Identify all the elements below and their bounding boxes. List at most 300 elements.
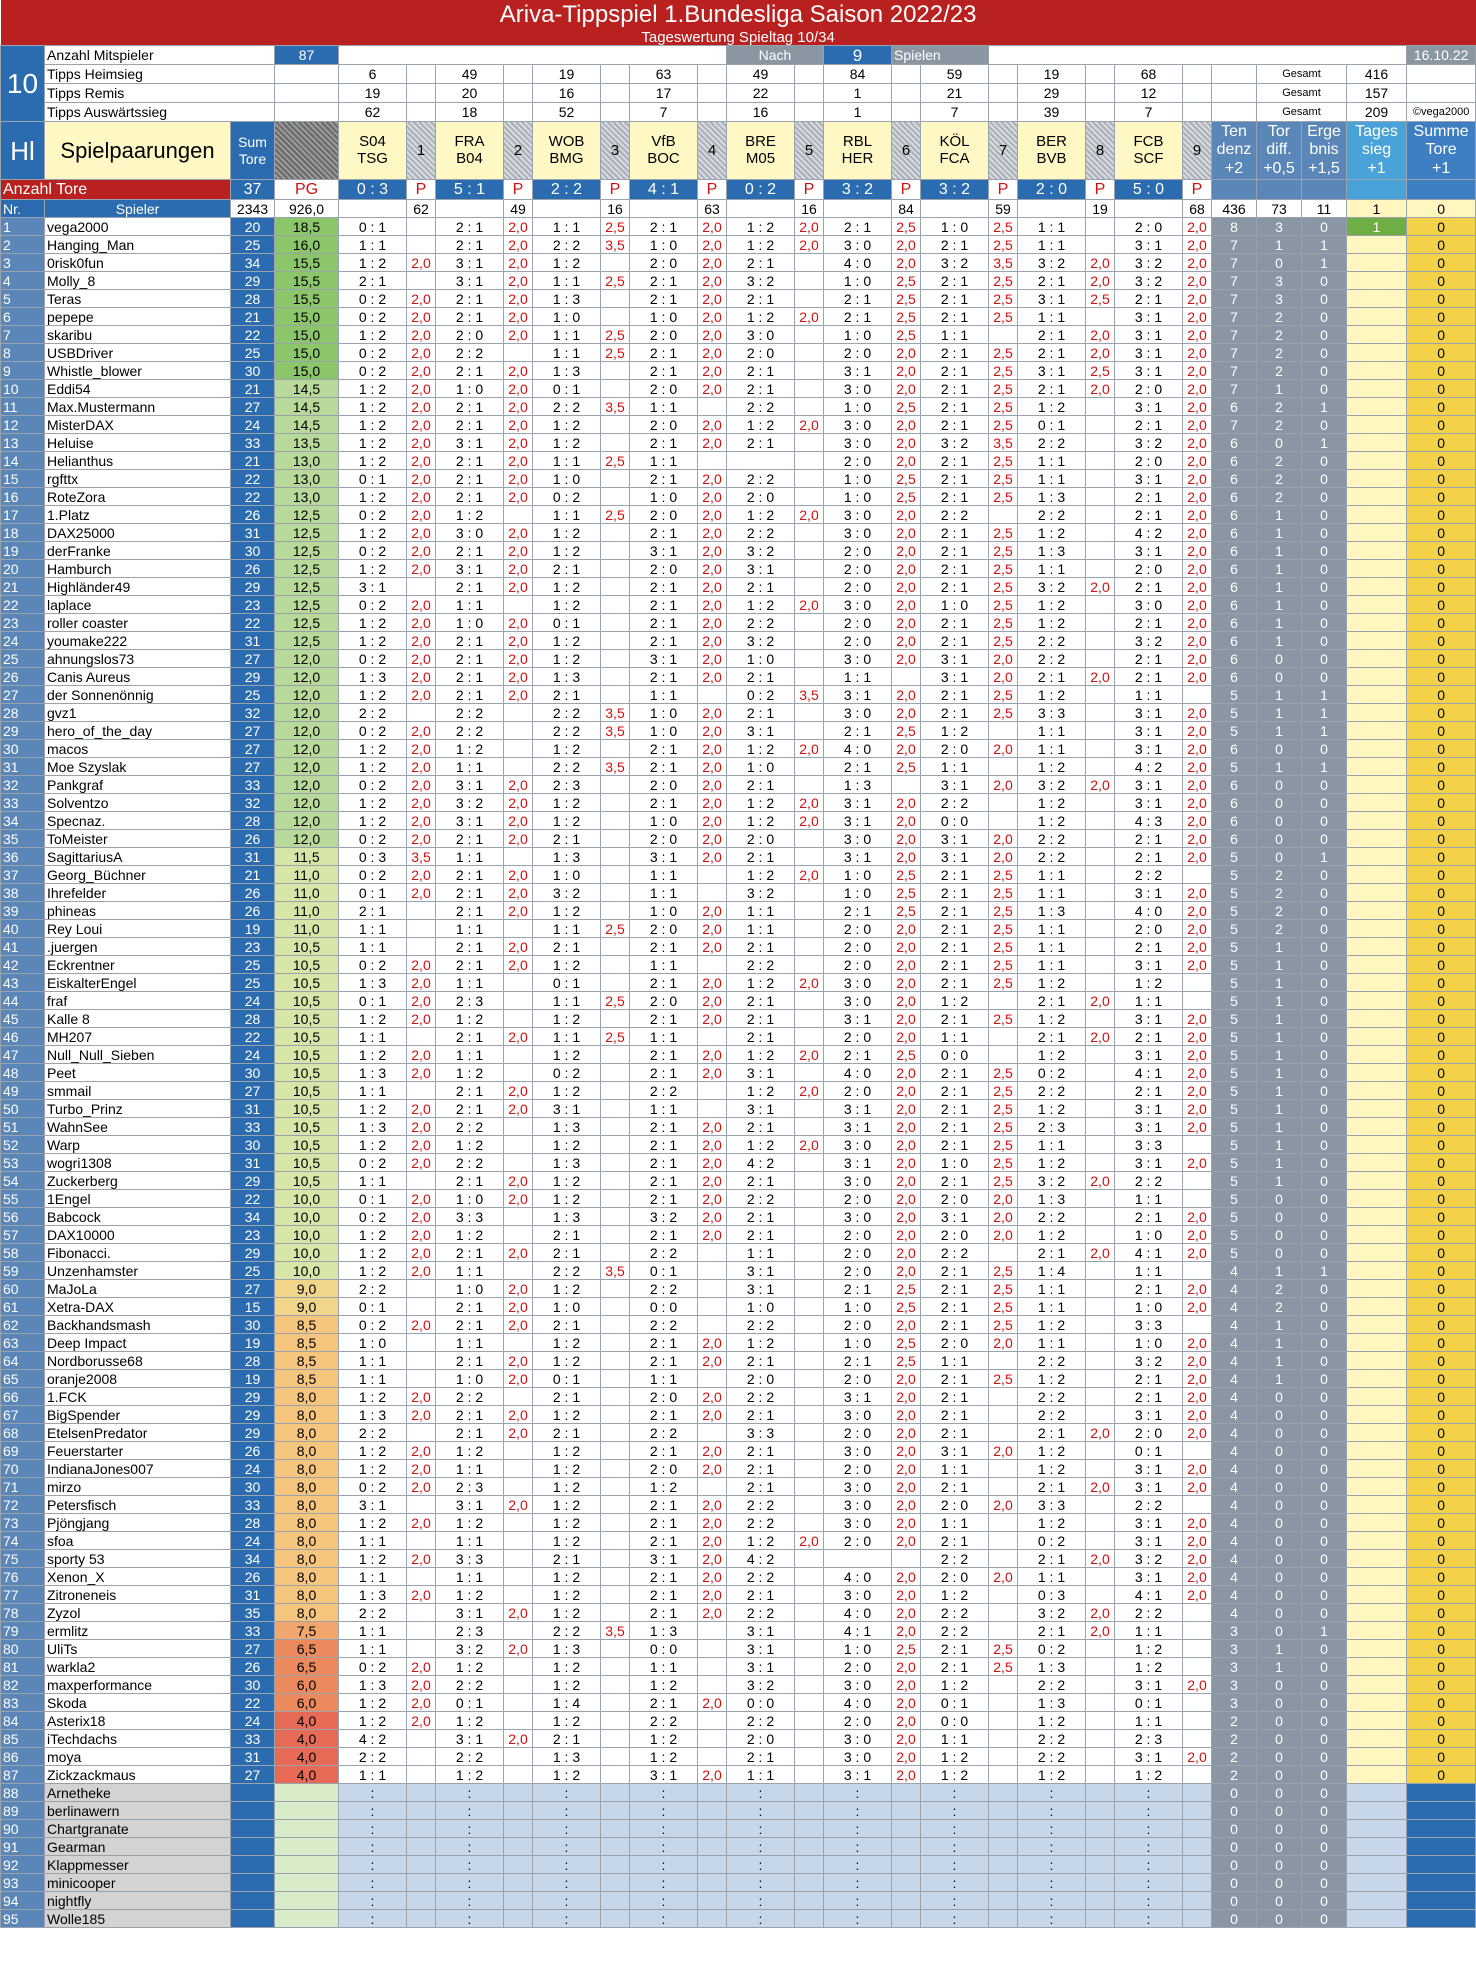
- player-name: warkla2: [45, 1658, 231, 1676]
- player-tip: 2 : 0: [921, 1334, 989, 1352]
- player-tip: 1 : 3: [1018, 902, 1086, 920]
- player-tendenz: 6: [1212, 488, 1257, 506]
- player-points: 2,5: [892, 1298, 921, 1316]
- player-tip: 3 : 1: [824, 686, 892, 704]
- player-points: 2,0: [1183, 1478, 1212, 1496]
- player-tip: 1 : 3: [1018, 1190, 1086, 1208]
- player-tip: 2 : 0: [1115, 452, 1183, 470]
- player-tip: 1 : 2: [727, 506, 795, 524]
- player-tagessieg: [1347, 848, 1407, 866]
- player-points: [1086, 866, 1115, 884]
- player-points: 2,5: [892, 1334, 921, 1352]
- stat-header-2: [1257, 122, 1302, 180]
- player-tip: 2 : 1: [436, 1316, 504, 1334]
- player-tendenz: 2: [1212, 1712, 1257, 1730]
- player-sum-tore: 30: [231, 1676, 275, 1694]
- player-points: [504, 1784, 533, 1802]
- player-points: [601, 1784, 630, 1802]
- player-tip: 2 : 3: [436, 992, 504, 1010]
- player-points: 3,5: [601, 398, 630, 416]
- player-nr: 77: [1, 1586, 45, 1604]
- player-points: 2,0: [892, 1262, 921, 1280]
- player-tagessieg: [1347, 542, 1407, 560]
- stat-header-5: [1407, 122, 1476, 180]
- player-points: 2,0: [698, 236, 727, 254]
- player-pg: 15,0: [275, 344, 339, 362]
- player-summe-tore: 0: [1407, 380, 1476, 398]
- player-tendenz: 6: [1212, 524, 1257, 542]
- spacer: [504, 84, 533, 103]
- player-tip: 1 : 2: [339, 1388, 407, 1406]
- player-tendenz: 4: [1212, 1568, 1257, 1586]
- player-sum-tore: 19: [231, 1334, 275, 1352]
- player-points: 2,5: [989, 1298, 1018, 1316]
- player-summe-tore: 0: [1407, 1172, 1476, 1190]
- player-tip: 1 : 2: [436, 1064, 504, 1082]
- player-row: [1, 236, 1476, 254]
- player-tip: :: [339, 1874, 407, 1892]
- player-summe-tore: 0: [1407, 254, 1476, 272]
- player-tendenz: 4: [1212, 1406, 1257, 1424]
- spacer: [698, 103, 727, 122]
- player-tip: 1 : 1: [824, 668, 892, 686]
- player-points: [504, 1676, 533, 1694]
- player-tip: 2 : 1: [630, 1406, 698, 1424]
- player-tip: 0 : 2: [339, 1316, 407, 1334]
- player-points: 2,0: [504, 380, 533, 398]
- player-tip: :: [727, 1910, 795, 1928]
- player-points: 2,0: [892, 1370, 921, 1388]
- player-summe-tore: 0: [1407, 956, 1476, 974]
- player-tagessieg: [1347, 1424, 1407, 1442]
- player-tip: 2 : 1: [630, 362, 698, 380]
- player-tagessieg: [1347, 1118, 1407, 1136]
- player-tip: 3 : 1: [1115, 722, 1183, 740]
- game-number-7: 7: [989, 122, 1018, 180]
- tipps-heimsieg: [1, 65, 1476, 84]
- player-tip: 1 : 0: [436, 614, 504, 632]
- player-tendenz: 6: [1212, 740, 1257, 758]
- player-tip: 1 : 0: [436, 1280, 504, 1298]
- player-points: [1086, 686, 1115, 704]
- player-tendenz: 5: [1212, 866, 1257, 884]
- player-tordiff: 2: [1257, 362, 1302, 380]
- player-tip: 1 : 1: [339, 1352, 407, 1370]
- hatch-cell: [275, 122, 339, 180]
- player-ergebnis: 0: [1302, 1766, 1347, 1784]
- player-pg: 10,5: [275, 1118, 339, 1136]
- game-number-5: 5: [795, 122, 824, 180]
- player-name: Georg_Büchner: [45, 866, 231, 884]
- player-tordiff: 0: [1257, 830, 1302, 848]
- player-row: [1, 650, 1476, 668]
- player-tip: 3 : 1: [1115, 1010, 1183, 1028]
- player-tip: 3 : 1: [436, 812, 504, 830]
- player-points: 3,5: [989, 254, 1018, 272]
- player-row: [1, 1028, 1476, 1046]
- spacer: [407, 65, 436, 84]
- player-tip: 2 : 1: [630, 614, 698, 632]
- player-points: 2,0: [1183, 434, 1212, 452]
- player-nr: 52: [1, 1136, 45, 1154]
- sum-tore-header: Sum Tore: [231, 122, 275, 180]
- player-name: Teras: [45, 290, 231, 308]
- player-ergebnis: 0: [1302, 1190, 1347, 1208]
- player-name: EiskalterEngel: [45, 974, 231, 992]
- player-summe-tore: 0: [1407, 344, 1476, 362]
- player-tip: 2 : 2: [727, 398, 795, 416]
- player-points: [795, 722, 824, 740]
- player-points: [1086, 758, 1115, 776]
- tipps-remis-game-2: 20: [436, 84, 504, 103]
- player-summe-tore: [1407, 1892, 1476, 1910]
- player-tip: 1 : 2: [727, 218, 795, 236]
- player-points: 2,0: [698, 974, 727, 992]
- player-points: 2,0: [795, 1082, 824, 1100]
- player-points: 2,0: [989, 848, 1018, 866]
- player-points: [698, 1262, 727, 1280]
- player-points: 2,0: [407, 290, 436, 308]
- player-sum-tore: 23: [231, 1226, 275, 1244]
- player-tip: 2 : 1: [921, 308, 989, 326]
- player-pg: [275, 1856, 339, 1874]
- player-points: 2,0: [892, 1244, 921, 1262]
- player-tagessieg: [1347, 1352, 1407, 1370]
- player-tordiff: 1: [1257, 1370, 1302, 1388]
- team-pair-1: [339, 122, 407, 180]
- player-points: [601, 1244, 630, 1262]
- player-points: 3,5: [601, 1622, 630, 1640]
- player-points: [1086, 1370, 1115, 1388]
- player-tip: 1 : 1: [1115, 1622, 1183, 1640]
- player-tip: 3 : 1: [824, 1154, 892, 1172]
- player-tip: 2 : 1: [533, 1550, 601, 1568]
- player-points: 2,5: [989, 362, 1018, 380]
- player-tip: 3 : 2: [1115, 1352, 1183, 1370]
- player-sum-tore: 26: [231, 560, 275, 578]
- player-tip: 2 : 2: [339, 704, 407, 722]
- player-tagessieg: [1347, 1280, 1407, 1298]
- player-tip: 2 : 2: [436, 1118, 504, 1136]
- player-points: 2,5: [989, 308, 1018, 326]
- player-tip: 1 : 0: [630, 236, 698, 254]
- player-points: 2,0: [407, 506, 436, 524]
- player-summe-tore: 0: [1407, 848, 1476, 866]
- stat-header-line: +1: [1431, 159, 1451, 177]
- player-tip: 3 : 2: [533, 884, 601, 902]
- player-tip: 2 : 1: [921, 1280, 989, 1298]
- player-name: ahnungslos73: [45, 650, 231, 668]
- spacer: [1407, 180, 1476, 200]
- player-tip: 2 : 0: [921, 1226, 989, 1244]
- player-points: [1086, 1640, 1115, 1658]
- player-tip: 2 : 1: [824, 722, 892, 740]
- player-tip: 2 : 1: [630, 344, 698, 362]
- player-tip: 2 : 0: [824, 1028, 892, 1046]
- player-points: 2,0: [504, 776, 533, 794]
- player-tip: 1 : 1: [1018, 1334, 1086, 1352]
- player-points: 2,0: [1183, 1748, 1212, 1766]
- player-points: 2,0: [892, 740, 921, 758]
- sum-tore-total: 2343: [231, 200, 275, 218]
- player-ergebnis: 0: [1302, 344, 1347, 362]
- player-tip: 1 : 3: [339, 1676, 407, 1694]
- player-nr: 15: [1, 470, 45, 488]
- player-sum-tore: 22: [231, 470, 275, 488]
- player-summe-tore: 0: [1407, 1712, 1476, 1730]
- player-points: [1086, 614, 1115, 632]
- player-name: Warp: [45, 1136, 231, 1154]
- player-tordiff: 0: [1257, 1766, 1302, 1784]
- player-points: 2,0: [504, 1298, 533, 1316]
- player-tip: 3 : 1: [921, 1442, 989, 1460]
- player-tendenz: 3: [1212, 1622, 1257, 1640]
- player-ergebnis: 0: [1302, 1478, 1347, 1496]
- player-tordiff: 2: [1257, 884, 1302, 902]
- player-tip: 1 : 2: [921, 992, 989, 1010]
- player-tendenz: 5: [1212, 902, 1257, 920]
- player-tip: 1 : 1: [339, 920, 407, 938]
- player-points: [795, 1730, 824, 1748]
- player-tip: :: [436, 1838, 504, 1856]
- player-points: [601, 1532, 630, 1550]
- player-tip: 2 : 2: [1115, 1604, 1183, 1622]
- player-nr: 9: [1, 362, 45, 380]
- player-tip: 3 : 1: [339, 1496, 407, 1514]
- player-tip: 1 : 1: [727, 1244, 795, 1262]
- player-points: 2,0: [892, 1442, 921, 1460]
- player-tip: 1 : 1: [921, 1352, 989, 1370]
- player-tip: 0 : 2: [1018, 1064, 1086, 1082]
- player-tip: 2 : 1: [630, 1586, 698, 1604]
- player-points: 2,0: [795, 866, 824, 884]
- player-tendenz: 5: [1212, 1082, 1257, 1100]
- player-tagessieg: [1347, 1064, 1407, 1082]
- player-points: [698, 1280, 727, 1298]
- player-name: Hamburch: [45, 560, 231, 578]
- player-tip: 1 : 1: [1018, 884, 1086, 902]
- player-ergebnis: 0: [1302, 1658, 1347, 1676]
- player-points: [407, 1910, 436, 1928]
- player-tip: 2 : 1: [727, 704, 795, 722]
- player-points: 2,0: [504, 578, 533, 596]
- player-points: [698, 1640, 727, 1658]
- player-points: 2,0: [1183, 884, 1212, 902]
- player-tip: 2 : 1: [1115, 578, 1183, 596]
- player-points: 2,5: [989, 542, 1018, 560]
- player-name: roller coaster: [45, 614, 231, 632]
- home-team: BER: [1036, 133, 1067, 150]
- player-tagessieg: [1347, 596, 1407, 614]
- player-points: 2,5: [989, 1316, 1018, 1334]
- player-points: 2,0: [504, 560, 533, 578]
- player-points: 2,5: [989, 866, 1018, 884]
- p-label: P: [892, 180, 921, 200]
- player-points: 2,0: [795, 506, 824, 524]
- stat-total-2: 73: [1257, 200, 1302, 218]
- player-tip: 2 : 2: [339, 1424, 407, 1442]
- player-tagessieg: [1347, 470, 1407, 488]
- player-summe-tore: 0: [1407, 1064, 1476, 1082]
- player-tagessieg: [1347, 506, 1407, 524]
- player-points: [1183, 686, 1212, 704]
- player-points: 2,0: [698, 668, 727, 686]
- player-points: [795, 1280, 824, 1298]
- player-points: 2,5: [989, 218, 1018, 236]
- player-name: Solventzo: [45, 794, 231, 812]
- player-tip: 0 : 1: [533, 614, 601, 632]
- player-points: [601, 884, 630, 902]
- player-points: [1183, 1658, 1212, 1676]
- player-tip: 2 : 0: [630, 1388, 698, 1406]
- player-points: 2,0: [1183, 938, 1212, 956]
- player-tip: 2 : 1: [921, 686, 989, 704]
- player-points: 2,0: [1183, 812, 1212, 830]
- stat-header-line: Tages: [1355, 122, 1398, 140]
- player-points: 2,0: [698, 254, 727, 272]
- player-tip: :: [630, 1820, 698, 1838]
- player-row: [1, 362, 1476, 380]
- player-points: [601, 1280, 630, 1298]
- player-tip: 3 : 1: [824, 362, 892, 380]
- player-tip: 3 : 1: [1115, 704, 1183, 722]
- player-points: 2,0: [698, 596, 727, 614]
- player-tip: 0 : 2: [339, 650, 407, 668]
- player-points: 2,0: [504, 830, 533, 848]
- player-tip: 2 : 3: [1018, 1118, 1086, 1136]
- player-name: SagittariusA: [45, 848, 231, 866]
- player-tip: 3 : 1: [921, 668, 989, 686]
- player-pg: 10,5: [275, 1028, 339, 1046]
- player-summe-tore: 0: [1407, 1568, 1476, 1586]
- player-points: 2,0: [407, 488, 436, 506]
- player-summe-tore: 0: [1407, 1226, 1476, 1244]
- player-tip: 2 : 1: [630, 974, 698, 992]
- player-tip: 0 : 0: [630, 1298, 698, 1316]
- player-points: [601, 614, 630, 632]
- player-ergebnis: 0: [1302, 1496, 1347, 1514]
- player-tip: 1 : 2: [533, 1334, 601, 1352]
- player-tip: 2 : 1: [436, 416, 504, 434]
- player-tordiff: 1: [1257, 614, 1302, 632]
- player-tagessieg: [1347, 488, 1407, 506]
- player-points: [1183, 1784, 1212, 1802]
- player-points: 2,0: [1183, 632, 1212, 650]
- player-tordiff: 1: [1257, 1658, 1302, 1676]
- player-tip: 2 : 1: [1115, 290, 1183, 308]
- player-tip: 3 : 0: [824, 1514, 892, 1532]
- player-row: [1, 1262, 1476, 1280]
- player-points: 2,0: [698, 578, 727, 596]
- player-points: 2,5: [989, 452, 1018, 470]
- player-tagessieg: [1347, 1532, 1407, 1550]
- player-points: 2,5: [989, 1064, 1018, 1082]
- player-points: [795, 272, 824, 290]
- player-tip: 3 : 1: [436, 776, 504, 794]
- player-pg: [275, 1820, 339, 1838]
- player-points: [698, 1658, 727, 1676]
- spacer: [1183, 65, 1212, 84]
- player-name: Molly_8: [45, 272, 231, 290]
- player-tip: 2 : 1: [727, 776, 795, 794]
- player-tendenz: 4: [1212, 1514, 1257, 1532]
- player-tip: 2 : 0: [436, 326, 504, 344]
- player-name: 1Engel: [45, 1190, 231, 1208]
- player-points: 2,0: [892, 938, 921, 956]
- player-tip: 2 : 1: [921, 1136, 989, 1154]
- player-tip: 1 : 2: [533, 596, 601, 614]
- player-points: 2,0: [698, 650, 727, 668]
- player-ergebnis: 0: [1302, 1154, 1347, 1172]
- player-tip: 1 : 2: [339, 1136, 407, 1154]
- player-tip: 3 : 3: [1115, 1316, 1183, 1334]
- team-pair-2: [436, 122, 504, 180]
- player-tordiff: 2: [1257, 902, 1302, 920]
- player-tip: 1 : 2: [533, 1172, 601, 1190]
- player-points: [892, 1550, 921, 1568]
- player-points: 2,0: [1086, 1604, 1115, 1622]
- player-tendenz: 6: [1212, 578, 1257, 596]
- player-tip: 2 : 0: [921, 1496, 989, 1514]
- tipps-heimsieg-game-7: 59: [921, 65, 989, 84]
- player-points: [407, 1748, 436, 1766]
- player-tip: 3 : 1: [1115, 398, 1183, 416]
- player-name: Max.Mustermann: [45, 398, 231, 416]
- player-pg: 12,5: [275, 578, 339, 596]
- player-points: 2,0: [795, 740, 824, 758]
- player-tip: 4 : 2: [1115, 524, 1183, 542]
- player-points: 2,0: [1183, 956, 1212, 974]
- player-row: [1, 1460, 1476, 1478]
- player-points: 2,0: [698, 1766, 727, 1784]
- player-tordiff: 1: [1257, 1064, 1302, 1082]
- player-tip: 3 : 1: [824, 1388, 892, 1406]
- player-tip: 2 : 1: [921, 1064, 989, 1082]
- player-points: [698, 866, 727, 884]
- player-pg: 15,5: [275, 290, 339, 308]
- player-tip: 2 : 1: [436, 362, 504, 380]
- player-pg: 12,0: [275, 830, 339, 848]
- player-tip: 1 : 2: [339, 452, 407, 470]
- player-summe-tore: 0: [1407, 1460, 1476, 1478]
- player-points: [795, 1262, 824, 1280]
- spacer: [275, 103, 339, 122]
- player-ergebnis: 0: [1302, 1856, 1347, 1874]
- player-nr: 13: [1, 434, 45, 452]
- player-tordiff: 1: [1257, 686, 1302, 704]
- player-tagessieg: [1347, 578, 1407, 596]
- player-nr: 4: [1, 272, 45, 290]
- spacer: [921, 200, 989, 218]
- player-tip: 2 : 1: [630, 1442, 698, 1460]
- player-points: [601, 1172, 630, 1190]
- player-ergebnis: 0: [1302, 668, 1347, 686]
- player-points: [504, 974, 533, 992]
- player-tip: 3 : 1: [1018, 290, 1086, 308]
- player-points: 2,0: [892, 1712, 921, 1730]
- player-points: 2,5: [892, 290, 921, 308]
- player-points: [892, 668, 921, 686]
- anzahl-tore-label: Anzahl Tore: [1, 180, 231, 200]
- player-points: 2,0: [1183, 218, 1212, 236]
- player-row: [1, 1478, 1476, 1496]
- player-tip: 3 : 0: [824, 236, 892, 254]
- player-points: [698, 1478, 727, 1496]
- result-8: 2 : 0: [1018, 180, 1086, 200]
- player-summe-tore: 0: [1407, 974, 1476, 992]
- player-points: 2,0: [1086, 776, 1115, 794]
- player-points: [601, 1496, 630, 1514]
